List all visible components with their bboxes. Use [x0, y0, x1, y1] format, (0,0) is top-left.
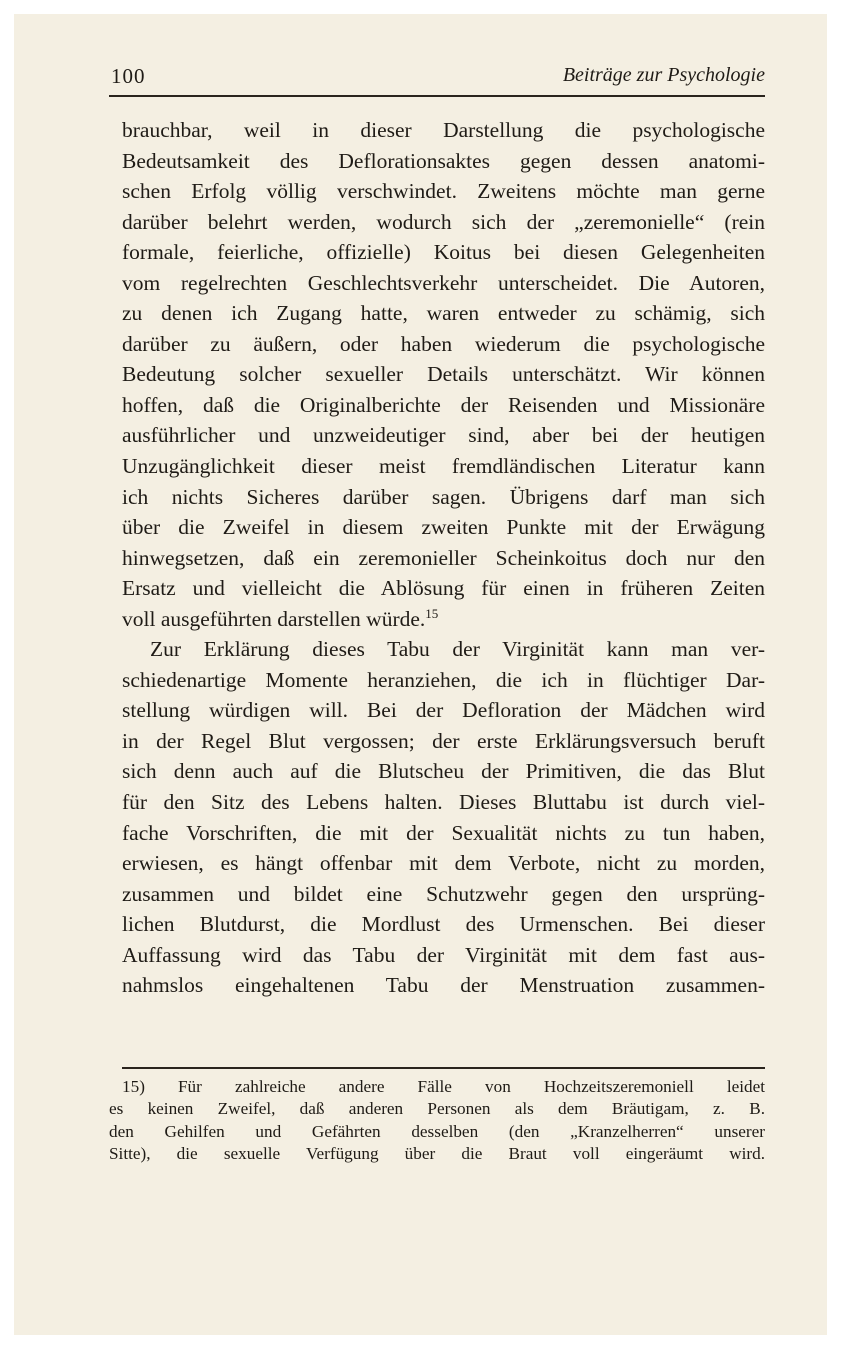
text-line: nahmslos eingehaltenen Tabu der Menstruation zusammen-	[122, 973, 765, 998]
text-line: lichen Blutdurst, die Mordlust des Urmenschen. Bei dieser	[122, 912, 765, 937]
text-line: darüber zu äußern, oder haben wiederum die psychologische	[122, 331, 765, 356]
page-header	[109, 64, 765, 94]
text-line: in der Regel Blut vergossen; der erste Erklärungsversuch beruft	[122, 728, 765, 753]
text-line: stellung würdigen will. Bei der Defloration der Mädchen wird	[122, 698, 765, 723]
text-line: zu denen ich Zugang hatte, waren entweder zu schämig, sich	[122, 301, 765, 326]
running-head: Beiträge zur Psychologie	[562, 64, 765, 86]
text-line: darüber belehrt werden, wodurch sich der „zeremonielle“ (rein	[122, 209, 765, 234]
text-line: brauchbar, weil in dieser Darstellung die psychologische	[122, 118, 765, 142]
text-line: vom regelrechten Geschlechtsverkehr unterscheidet. Die Autoren,	[122, 270, 765, 295]
body-text	[122, 115, 765, 1001]
header-rule	[109, 95, 765, 97]
footnote-line: es keinen Zweifel, daß anderen Personen als dem Bräutigam, z. B.	[109, 1099, 765, 1119]
text-line: ausführlicher und unzweideutiger sind, aber bei der heutigen	[122, 423, 765, 448]
footnote-rule	[122, 1067, 765, 1069]
text-line: Auffassung wird das Tabu der Virginität mit dem fast aus-	[122, 942, 765, 967]
text-line: ich nichts Sicheres darüber sagen. Übrigens darf man sich	[122, 484, 765, 509]
text-line: sich denn auch auf die Blutscheu der Primitiven, die das Blut	[122, 759, 765, 784]
text-line: Bedeutung solcher sexueller Details unterschätzt. Wir können	[122, 362, 765, 387]
text-line: Bedeutsamkeit des Deflorationsaktes gegen dessen anatomi-	[122, 148, 765, 173]
footnote-reference: 15	[425, 605, 439, 621]
text-line: formale, feierliche, offizielle) Koitus bei diesen Gelegenheiten	[122, 240, 765, 265]
text-line: schiedenartige Momente heranziehen, die ich in flüchtiger Dar-	[122, 667, 765, 692]
paragraph-end-line	[122, 604, 765, 635]
paragraph-start-line: Zur Erklärung dieses Tabu der Virginität kann man ver-	[150, 637, 765, 662]
footnote-line: Sitte), die sexuelle Verfügung über die Braut voll eingeräumt wird.	[109, 1143, 765, 1163]
text-line: Unzugänglichkeit dieser meist fremdländischen Literatur kann	[122, 454, 765, 479]
page-number: 100	[111, 64, 146, 88]
footnote-line: den Gehilfen und Gefährten desselben (den „Kranzelherren“ unserer	[109, 1121, 765, 1141]
text-line: hinwegsetzen, daß ein zeremonieller Scheinkoitus doch nur den	[122, 545, 765, 570]
footnotes	[109, 1076, 765, 1165]
text-line: schen Erfolg völlig verschwindet. Zweitens möchte man gerne	[122, 179, 765, 204]
footnote-line: 15) Für zahlreiche andere Fälle von Hochzeitszeremoniell leidet	[122, 1077, 765, 1096]
text-line: über die Zweifel in diesem zweiten Punkte mit der Erwägung	[122, 515, 765, 540]
text-line: zusammen und bildet eine Schutzwehr gegen den ursprüng-	[122, 881, 765, 906]
text-line: fache Vorschriften, die mit der Sexualität nichts zu tun haben,	[122, 820, 765, 845]
text-line: Ersatz und vielleicht die Ablösung für einen in früheren Zeiten	[122, 576, 765, 601]
text-line: hoffen, daß die Originalberichte der Reisenden und Missionäre	[122, 392, 765, 417]
text-line: für den Sitz des Lebens halten. Dieses Bluttabu ist durch viel-	[122, 790, 765, 815]
text-segment: voll ausgeführten darstellen würde.	[122, 606, 426, 631]
text-line: erwiesen, es hängt offenbar mit dem Verbote, nicht zu morden,	[122, 851, 765, 876]
